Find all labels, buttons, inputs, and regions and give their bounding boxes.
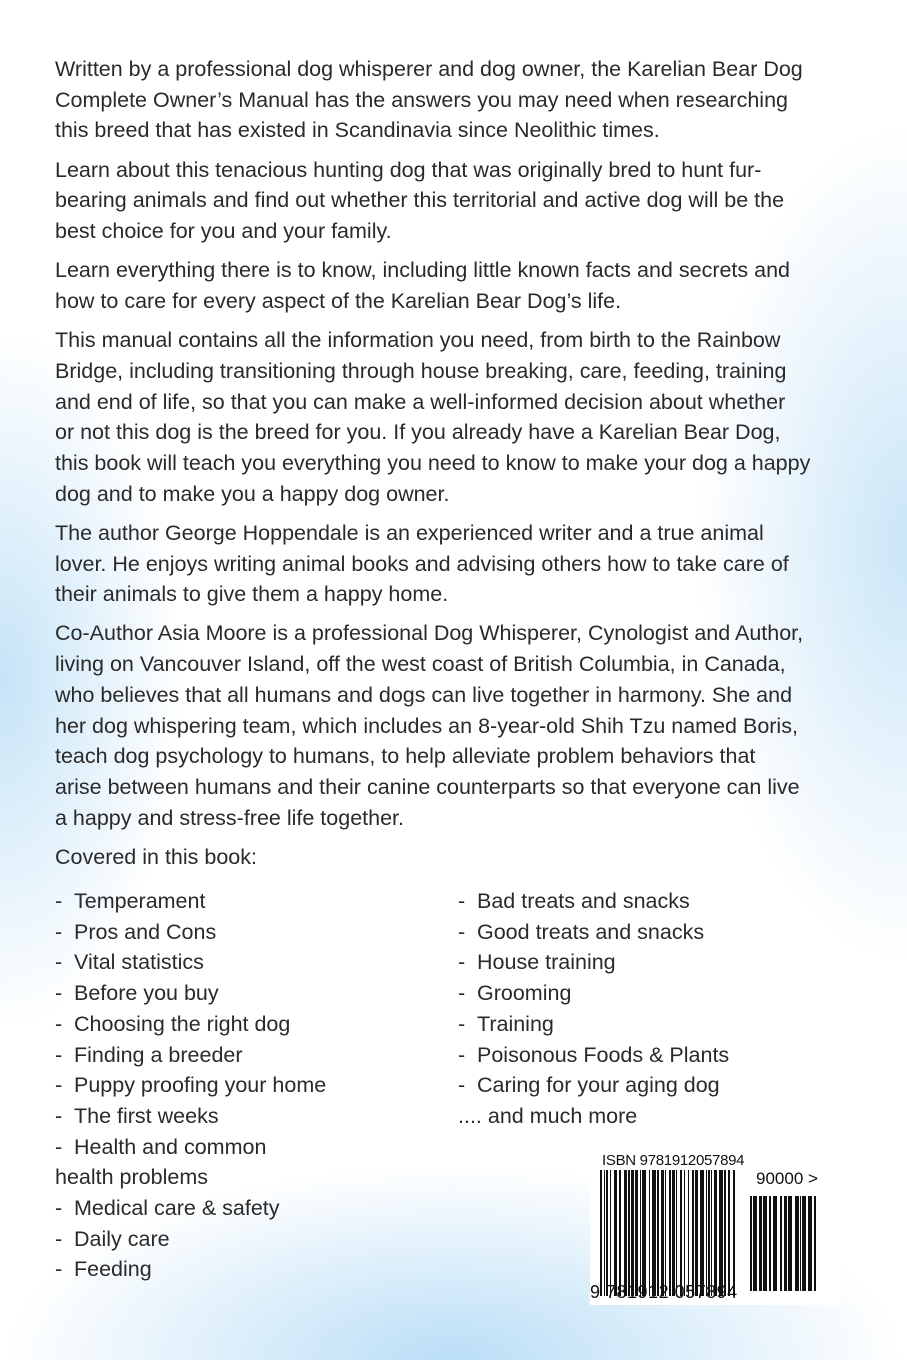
bullet-dash: - bbox=[458, 981, 466, 1006]
barcode-bar bbox=[692, 1170, 694, 1296]
barcode-bar bbox=[604, 1170, 605, 1296]
barcode-bar bbox=[714, 1170, 717, 1296]
barcode-bar bbox=[733, 1170, 735, 1296]
barcode-bar bbox=[800, 1196, 801, 1291]
text-line: a happy and stress-free life together. bbox=[55, 805, 404, 830]
barcode-bar bbox=[676, 1170, 677, 1296]
paragraph bbox=[55, 618, 875, 833]
bullet-dash: - bbox=[55, 1134, 63, 1159]
list-item-label: Bad treats and snacks bbox=[477, 889, 690, 913]
paragraph bbox=[55, 54, 875, 146]
text-line: Learn about this tenacious hunting dog that was originally bred to hunt fur- bbox=[55, 157, 762, 182]
paragraph bbox=[55, 155, 875, 247]
text-line: and end of life, so that you can make a well-informed decision about whether bbox=[55, 389, 786, 414]
barcode-bar bbox=[600, 1170, 602, 1296]
paragraph bbox=[55, 255, 875, 316]
list-item bbox=[458, 886, 729, 917]
topics-column-right bbox=[458, 886, 729, 1132]
barcode-bar bbox=[684, 1170, 685, 1296]
text-line: their animals to give them a happy home. bbox=[55, 582, 449, 607]
list-item-label: Training bbox=[477, 1011, 554, 1036]
bullet-dash: - bbox=[458, 889, 466, 913]
text-line: this breed that has existed in Scandinavia since Neolithic times. bbox=[55, 118, 660, 143]
list-item-label: Grooming bbox=[477, 981, 572, 1006]
text-line: The author George Hoppendale is an experienced writer and a true animal bbox=[55, 520, 764, 545]
barcode-bar bbox=[784, 1196, 787, 1291]
barcode-bar bbox=[672, 1170, 675, 1296]
barcode-bar bbox=[708, 1170, 710, 1296]
list-item bbox=[55, 1224, 326, 1255]
barcode-bar bbox=[661, 1170, 664, 1296]
list-item bbox=[55, 1070, 326, 1101]
list-item-label: Poisonous Foods & Plants bbox=[477, 1042, 730, 1067]
bullet-dash: - bbox=[55, 1103, 63, 1128]
barcode-bar bbox=[814, 1196, 816, 1291]
bullet-dash: - bbox=[55, 950, 63, 975]
barcode-bar bbox=[614, 1170, 617, 1296]
barcode-bar bbox=[631, 1170, 634, 1296]
list-item bbox=[458, 1070, 729, 1101]
barcode-bar bbox=[628, 1170, 630, 1296]
text-line: best choice for you and your family. bbox=[55, 219, 392, 244]
text-line: lover. He enjoys writing animal books and advising others how to take care of bbox=[55, 551, 789, 576]
list-item-label: Daily care bbox=[74, 1226, 170, 1251]
text-line: Bridge, including transitioning through house breaking, care, feeding, training bbox=[55, 358, 787, 383]
list-item bbox=[55, 947, 326, 978]
barcode-bar bbox=[719, 1170, 723, 1296]
barcode-bar bbox=[640, 1170, 641, 1296]
text-line: dog and to make you a happy dog owner. bbox=[55, 481, 450, 506]
barcode-bar bbox=[759, 1196, 762, 1291]
text-line: Covered in this book: bbox=[55, 844, 257, 869]
list-item-label: Medical care & safety bbox=[74, 1196, 280, 1221]
paragraph bbox=[55, 518, 875, 610]
paragraph bbox=[55, 325, 875, 509]
barcode-bar bbox=[769, 1196, 771, 1291]
list-item bbox=[55, 1162, 326, 1193]
bullet-dash: - bbox=[55, 981, 63, 1006]
barcode-bar bbox=[624, 1170, 627, 1296]
list-item bbox=[55, 1040, 326, 1071]
bullet-dash: - bbox=[55, 1196, 63, 1221]
bullet-dash: - bbox=[55, 1257, 63, 1282]
list-item-label: health problems bbox=[55, 1165, 208, 1190]
list-item bbox=[55, 917, 326, 948]
text-line: Written by a professional dog whisperer and dog owner, the Karelian Bear Dog bbox=[55, 57, 803, 81]
barcode-bar bbox=[808, 1196, 812, 1291]
text-line: living on Vancouver Island, off the west coast of British Columbia, in Canada, bbox=[55, 652, 786, 677]
barcode-bar bbox=[680, 1170, 682, 1296]
bullet-dash: - bbox=[55, 889, 63, 913]
list-item bbox=[55, 1193, 326, 1224]
barcode-bar bbox=[700, 1170, 704, 1296]
list-item bbox=[55, 1254, 326, 1285]
bullet-dash: - bbox=[55, 919, 63, 944]
text-line: Complete Owner’s Manual has the answers you may need when researching bbox=[55, 87, 788, 112]
list-item-label: Temperament bbox=[74, 889, 206, 913]
and-much-more: .... and much more bbox=[458, 1103, 638, 1128]
list-item-label: The first weeks bbox=[74, 1103, 219, 1128]
barcode-bar bbox=[724, 1170, 726, 1296]
barcode-bar bbox=[711, 1170, 712, 1296]
list-item-label: Health and common bbox=[74, 1134, 267, 1159]
bullet-dash: - bbox=[55, 1042, 63, 1067]
list-item-label: Before you buy bbox=[74, 981, 219, 1006]
text-line: or not this dog is the breed for you. If you already have a Karelian Bear Dog, bbox=[55, 420, 781, 445]
barcode-bar bbox=[649, 1170, 650, 1296]
barcode-bar bbox=[728, 1170, 730, 1296]
list-item bbox=[458, 978, 729, 1009]
back-cover-text bbox=[55, 54, 875, 881]
list-item-label: Pros and Cons bbox=[74, 919, 217, 944]
isbn-label: ISBN 9781912057894 bbox=[602, 1152, 745, 1169]
barcode-bar bbox=[788, 1196, 792, 1291]
barcode-bar bbox=[665, 1170, 666, 1296]
bullet-dash: - bbox=[458, 1042, 466, 1067]
barcode-bar bbox=[695, 1170, 698, 1296]
list-item-label: Caring for your aging dog bbox=[477, 1073, 720, 1098]
barcode-bar bbox=[635, 1170, 638, 1296]
barcode-bar bbox=[657, 1170, 659, 1296]
barcode-bar bbox=[706, 1170, 707, 1296]
barcode-bar bbox=[610, 1170, 611, 1296]
text-line: this book will teach you everything you need to know to make your dog a happy bbox=[55, 450, 811, 475]
bullet-dash: - bbox=[55, 1073, 63, 1098]
list-item-label: Choosing the right dog bbox=[74, 1011, 291, 1036]
list-item-label: Puppy proofing your home bbox=[74, 1073, 327, 1098]
text-line: This manual contains all the information you need, from birth to the Rainbow bbox=[55, 328, 781, 353]
list-item bbox=[55, 978, 326, 1009]
bullet-dash: - bbox=[458, 919, 466, 944]
paragraph bbox=[55, 842, 875, 873]
barcode-bar bbox=[780, 1196, 782, 1291]
barcode-digits: 9 781912 057894 bbox=[590, 1282, 738, 1302]
text-line: bearing animals and find out whether this territorial and active dog will be the bbox=[55, 188, 785, 213]
list-item-label: Finding a breeder bbox=[74, 1042, 243, 1067]
text-line: Co-Author Asia Moore is a professional Dog Whisperer, Cynologist and Author, bbox=[55, 621, 804, 646]
text-line: how to care for every aspect of the Karelian Bear Dog’s life. bbox=[55, 288, 622, 313]
text-line: Learn everything there is to know, including little known facts and secrets and bbox=[55, 258, 790, 283]
barcode-bar bbox=[652, 1170, 656, 1296]
text-line: her dog whispering team, which includes an 8-year-old Shih Tzu named Boris, bbox=[55, 713, 798, 738]
barcode-bar bbox=[642, 1170, 646, 1296]
barcode-bar bbox=[669, 1170, 671, 1296]
isbn-barcode bbox=[590, 1148, 841, 1305]
barcode-bar bbox=[773, 1196, 777, 1291]
list-item bbox=[458, 1009, 729, 1040]
barcode-bar bbox=[795, 1196, 799, 1291]
text-line: arise between humans and their canine counterparts so that everyone can live bbox=[55, 774, 800, 799]
barcode-bar bbox=[802, 1196, 806, 1291]
list-item bbox=[55, 886, 326, 917]
barcode-bar bbox=[753, 1196, 757, 1291]
list-item bbox=[458, 947, 729, 978]
list-item bbox=[458, 1040, 729, 1071]
price-addon-code: 90000 > bbox=[756, 1169, 818, 1188]
list-item bbox=[55, 1101, 326, 1132]
barcode-bar bbox=[619, 1170, 621, 1296]
bullet-dash: - bbox=[458, 950, 466, 975]
bullet-dash: - bbox=[458, 1011, 466, 1036]
barcode-bar bbox=[606, 1170, 608, 1296]
barcode-bar bbox=[750, 1196, 752, 1291]
list-item-label: House training bbox=[477, 950, 616, 975]
list-item-label: Feeding bbox=[74, 1257, 152, 1282]
list-item-label: Good treats and snacks bbox=[477, 919, 705, 944]
barcode-bar bbox=[763, 1196, 767, 1291]
text-line: who believes that all humans and dogs can live together in harmony. She and bbox=[55, 682, 793, 707]
list-item bbox=[55, 1009, 326, 1040]
bullet-dash: - bbox=[458, 1073, 466, 1098]
topics-column-left bbox=[55, 886, 326, 1285]
list-item bbox=[55, 1132, 326, 1163]
list-item-label: Vital statistics bbox=[74, 950, 204, 975]
bullet-dash: - bbox=[55, 1011, 63, 1036]
barcode-bar bbox=[688, 1170, 689, 1296]
text-line: teach dog psychology to humans, to help alleviate problem behaviors that bbox=[55, 744, 756, 769]
list-item bbox=[458, 917, 729, 948]
bullet-dash: - bbox=[55, 1226, 63, 1251]
